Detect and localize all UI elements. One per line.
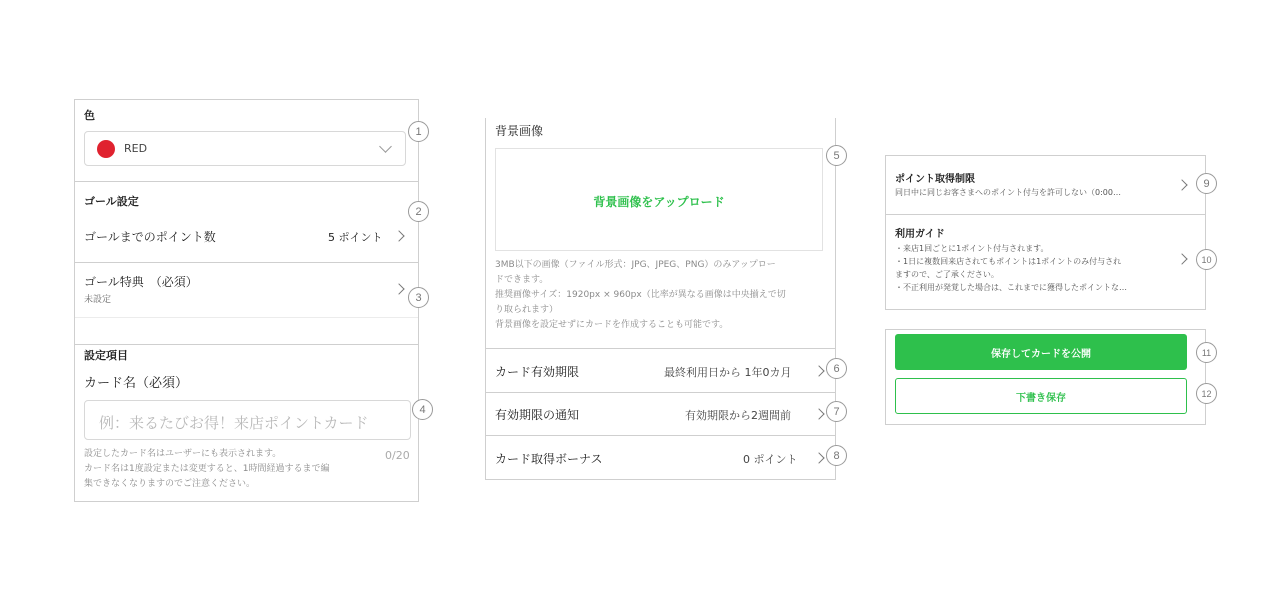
card-name-section [75, 345, 418, 503]
settings-heading: 設定項目 [84, 349, 128, 362]
chevron-right-icon [813, 452, 824, 463]
notify-value: 有効期限から2週間前 [685, 409, 791, 422]
color-label: 色 [84, 109, 95, 122]
chevron-right-icon [1176, 179, 1187, 190]
publish-button[interactable]: 保存してカードを公開 [895, 334, 1187, 370]
marker-10: 10 [1196, 249, 1217, 270]
marker-5: 5 [826, 145, 847, 166]
help-line: 集できなくなりますのでご注意ください。 [84, 479, 256, 489]
chevron-right-icon [813, 365, 824, 376]
expiry-label: カード有効期限 [495, 365, 580, 379]
upload-button[interactable]: 背景画像をアップロード [593, 195, 725, 209]
guide-lines [895, 242, 1127, 294]
save-draft-button[interactable]: 下書き保存 [895, 378, 1187, 414]
help-line: カード名は1度設定または変更すると、1時間経過するまで編 [84, 464, 330, 474]
color-select[interactable] [84, 131, 406, 166]
note-line: ドできます。 [495, 275, 549, 285]
note-line: 推奨画像サイズ：1920px × 960px（比率が異なる画像は中央揃えで切 [495, 290, 786, 300]
expiry-row[interactable] [486, 349, 835, 393]
marker-3: 3 [408, 287, 429, 308]
chevron-right-icon [1176, 253, 1187, 264]
color-value: RED [124, 142, 148, 155]
goal-points-label: ゴールまでのポイント数 [84, 230, 216, 244]
usage-guide-row[interactable] [886, 215, 1205, 311]
marker-12: 12 [1196, 383, 1217, 404]
marker-1: 1 [408, 121, 429, 142]
goal-settings-section[interactable] [75, 182, 418, 263]
card-name-help [84, 447, 329, 492]
chevron-right-icon [393, 283, 404, 294]
guide-line: ますので、ご了承ください。 [895, 270, 999, 279]
expiry-value: 最終利用日から 1年0カ月 [664, 366, 792, 379]
bonus-label: カード取得ボーナス [495, 452, 603, 466]
bonus-row[interactable] [486, 436, 835, 480]
card-settings-right-panel [885, 155, 1206, 310]
guide-line: ・不正利用が発覚した場合は、これまでに獲得したポイントな… [895, 283, 1127, 292]
note-line: 3MB以下の画像（ファイル形式：JPG、JPEG、PNG）のみアップロー [495, 260, 776, 270]
goal-reward-value: 未設定 [84, 295, 112, 305]
card-settings-left-panel [74, 99, 419, 502]
card-name-counter: 0/20 [385, 449, 410, 462]
action-buttons-panel [885, 329, 1206, 425]
card-name-label: カード名（必須） [84, 376, 189, 391]
bg-label: 背景画像 [495, 124, 544, 138]
goal-heading: ゴール設定 [84, 195, 139, 208]
guide-line: ・来店1回ごとに1ポイント付与されます。 [895, 244, 1049, 253]
note-line: 背景画像を設定せずにカードを作成することも可能です。 [495, 320, 729, 330]
bonus-value: 0 ポイント [743, 453, 798, 466]
notify-label: 有効期限の通知 [495, 408, 580, 422]
upload-area[interactable] [495, 148, 823, 251]
expiry-notify-row[interactable] [486, 393, 835, 436]
card-settings-middle-panel [485, 118, 836, 480]
divider [75, 317, 418, 318]
color-section [75, 100, 418, 182]
chevron-down-icon [379, 140, 392, 153]
marker-8: 8 [826, 445, 847, 466]
goal-reward-section[interactable] [75, 263, 418, 345]
limit-desc: 同日中に同じお客さまへのポイント付与を許可しない（0:00… [895, 188, 1121, 197]
point-limit-row[interactable] [886, 156, 1205, 215]
guide-title: 利用ガイド [895, 229, 945, 240]
limit-title: ポイント取得制限 [895, 174, 975, 185]
guide-line: ・1日に複数回来店されてもポイントは1ポイントのみ付与され [895, 257, 1122, 266]
card-name-input[interactable] [84, 400, 411, 440]
chevron-right-icon [813, 408, 824, 419]
background-image-section [486, 118, 835, 349]
card-name-placeholder: 例：来るたびお得！来店ポイントカード [99, 414, 369, 432]
marker-11: 11 [1196, 342, 1217, 363]
chevron-right-icon [393, 230, 404, 241]
goal-reward-label: ゴール特典 （必須） [84, 275, 198, 289]
bg-notes [495, 258, 786, 333]
color-swatch [97, 140, 115, 158]
marker-6: 6 [826, 358, 847, 379]
marker-4: 4 [412, 399, 433, 420]
goal-points-value: 5 ポイント [328, 231, 383, 244]
marker-7: 7 [826, 401, 847, 422]
marker-2: 2 [408, 201, 429, 222]
marker-9: 9 [1196, 173, 1217, 194]
help-line: 設定したカード名はユーザーにも表示されます。 [84, 449, 282, 459]
note-line: り取られます） [495, 305, 559, 315]
